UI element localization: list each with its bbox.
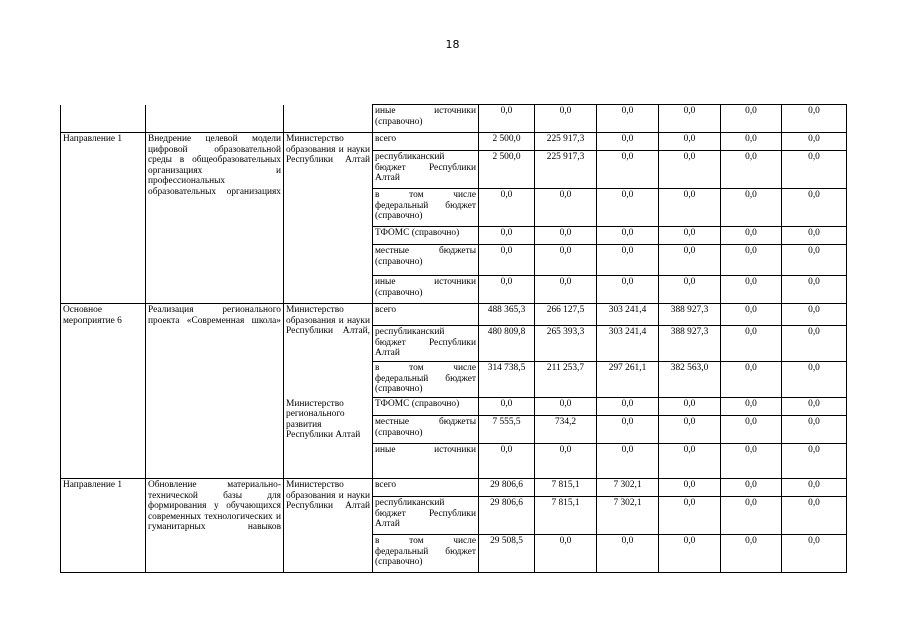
cell-source: ТФОМС (справочно) [373,398,479,416]
value-cell: 0,0 [721,398,782,416]
source-line: (справочно) [375,557,423,568]
value-cell: 0,0 [597,151,659,189]
value-cell: 0,0 [659,245,721,276]
value-cell: 0,0 [659,151,721,189]
value-cell: 7 555,5 [479,416,535,444]
source-line: иные источники [375,445,476,455]
value-cell: 2 500,0 [479,133,535,151]
value-cell: 0,0 [479,227,535,245]
value-cell: 0,0 [597,227,659,245]
cell-level [61,105,146,133]
value-cell: 0,0 [535,245,597,276]
cell-title: Внедрение целевой модели цифровой образовательной среды в общеобразовательных организациях и профессиональных образовательных организациях [146,133,284,304]
value-cell: 0,0 [782,362,847,398]
value-cell: 0,0 [535,105,597,133]
value-cell: 480 809,8 [479,326,535,362]
value-cell: 0,0 [782,535,847,573]
value-cell: 7 302,1 [597,497,659,535]
value-cell: 0,0 [535,189,597,227]
value-cell: 0,0 [782,227,847,245]
cell-source [373,189,479,227]
cell-source [373,416,479,444]
source-line: Алтай [375,348,400,359]
value-cell: 303 241,4 [597,304,659,326]
value-cell: 0,0 [535,535,597,573]
value-cell: 0,0 [659,535,721,573]
value-cell: 0,0 [597,398,659,416]
value-cell: 0,0 [782,497,847,535]
value-cell: 225 917,3 [535,133,597,151]
cell-source: всего [373,479,479,497]
cell-level: Основное мероприятие 6 [61,304,146,479]
value-cell: 0,0 [597,416,659,444]
cell-executor [284,105,373,133]
page-number: 18 [445,38,460,51]
source-line: республиканский бюджет Республики [375,152,476,173]
value-cell: 0,0 [721,151,782,189]
value-cell: 0,0 [782,133,847,151]
value-cell: 0,0 [659,479,721,497]
source-line: (справочно) [375,384,423,395]
value-cell: 0,0 [479,276,535,304]
value-cell: 388 927,3 [659,326,721,362]
value-cell: 0,0 [479,189,535,227]
value-cell: 29 806,6 [479,497,535,535]
source-line: в том числе федеральный бюджет [375,536,476,557]
value-cell: 488 365,3 [479,304,535,326]
value-cell: 0,0 [597,444,659,479]
value-cell: 0,0 [782,326,847,362]
source-line: республиканский бюджет Республики [375,498,476,519]
source-line: местные бюджеты [375,417,476,427]
value-cell: 0,0 [721,479,782,497]
source-line: республиканский бюджет Республики [375,327,476,348]
value-cell: 0,0 [721,105,782,133]
value-cell: 0,0 [721,227,782,245]
value-cell: 225 917,3 [535,151,597,189]
cell-source: ТФОМС (справочно) [373,227,479,245]
cell-source [373,151,479,189]
value-cell: 0,0 [782,151,847,189]
value-cell: 0,0 [659,189,721,227]
value-cell: 0,0 [721,304,782,326]
value-cell: 0,0 [659,276,721,304]
value-cell: 7 815,1 [535,497,597,535]
value-cell: 0,0 [782,245,847,276]
value-cell: 2 500,0 [479,151,535,189]
value-cell: 388 927,3 [659,304,721,326]
value-cell: 734,2 [535,416,597,444]
source-line: иные источники [375,106,476,116]
value-cell: 382 563,0 [659,362,721,398]
value-cell: 0,0 [479,105,535,133]
cell-level: Направление 1 [61,479,146,573]
source-line: в том числе федеральный бюджет [375,190,476,211]
source-line: (справочно) [375,116,423,127]
value-cell: 303 241,4 [597,326,659,362]
source-line: (справочно) [375,211,423,222]
value-cell: 0,0 [721,276,782,304]
source-line: местные бюджеты [375,246,476,256]
value-cell: 0,0 [782,304,847,326]
value-cell: 0,0 [659,497,721,535]
cell-source [373,326,479,362]
source-line: (справочно) [375,287,423,298]
value-cell: 0,0 [535,276,597,304]
value-cell: 266 127,5 [535,304,597,326]
source-line: в том числе федеральный бюджет [375,363,476,384]
value-cell: 0,0 [782,189,847,227]
value-cell: 0,0 [479,398,535,416]
value-cell: 0,0 [535,227,597,245]
value-cell: 0,0 [721,245,782,276]
cell-source [373,535,479,573]
value-cell: 0,0 [721,189,782,227]
value-cell: 0,0 [721,362,782,398]
value-cell: 0,0 [535,444,597,479]
cell-source [373,362,479,398]
value-cell: 0,0 [782,416,847,444]
value-cell: 0,0 [597,189,659,227]
value-cell: 0,0 [535,398,597,416]
cell-source: всего [373,304,479,326]
value-cell: 0,0 [659,227,721,245]
cell-executor: Министерство образования и науки Республики Алтай, [284,304,373,398]
cell-source [373,497,479,535]
source-line: Алтай [375,173,400,184]
value-cell: 0,0 [721,416,782,444]
cell-executor: Министерство образования и науки Республики Алтай [284,479,373,573]
table-row [61,105,847,133]
value-cell: 0,0 [659,416,721,444]
value-cell: 314 738,5 [479,362,535,398]
table-row [61,304,847,326]
value-cell: 0,0 [721,497,782,535]
funding-table [60,104,847,573]
cell-title: Реализация регионального проекта «Современная школа» [146,304,284,479]
value-cell: 0,0 [782,444,847,479]
cell-level: Направление 1 [61,133,146,304]
value-cell: 0,0 [659,133,721,151]
value-cell: 0,0 [721,535,782,573]
value-cell: 0,0 [597,245,659,276]
value-cell: 0,0 [721,133,782,151]
value-cell: 0,0 [659,105,721,133]
value-cell: 0,0 [721,326,782,362]
table-row [61,479,847,497]
value-cell: 265 393,3 [535,326,597,362]
value-cell: 0,0 [659,398,721,416]
value-cell: 0,0 [782,479,847,497]
value-cell: 29 508,5 [479,535,535,573]
value-cell: 0,0 [782,105,847,133]
source-line: (справочно) [375,427,423,438]
cell-source [373,105,479,133]
value-cell: 0,0 [782,276,847,304]
source-line: Алтай [375,519,400,530]
value-cell: 297 261,1 [597,362,659,398]
value-cell: 0,0 [479,245,535,276]
source-line: иные источники [375,277,476,287]
value-cell: 0,0 [721,444,782,479]
value-cell: 0,0 [597,276,659,304]
value-cell: 0,0 [479,444,535,479]
source-line: (справочно) [375,256,423,267]
cell-source [373,276,479,304]
value-cell: 7 302,1 [597,479,659,497]
cell-source [373,245,479,276]
cell-title [146,105,284,133]
cell-executor: Министерство регионального развития Республики Алтай [284,398,373,479]
cell-source [373,444,479,479]
value-cell: 0,0 [659,444,721,479]
table-row [61,133,847,151]
cell-title: Обновление материально-технической базы для формирования у обучающихся современных технологических и гуманитарных навыков [146,479,284,573]
value-cell: 0,0 [782,398,847,416]
value-cell: 0,0 [597,535,659,573]
cell-executor: Министерство образования и науки Республики Алтай [284,133,373,304]
value-cell: 211 253,7 [535,362,597,398]
value-cell: 0,0 [597,105,659,133]
cell-source: всего [373,133,479,151]
value-cell: 29 806,6 [479,479,535,497]
value-cell: 7 815,1 [535,479,597,497]
value-cell: 0,0 [597,133,659,151]
